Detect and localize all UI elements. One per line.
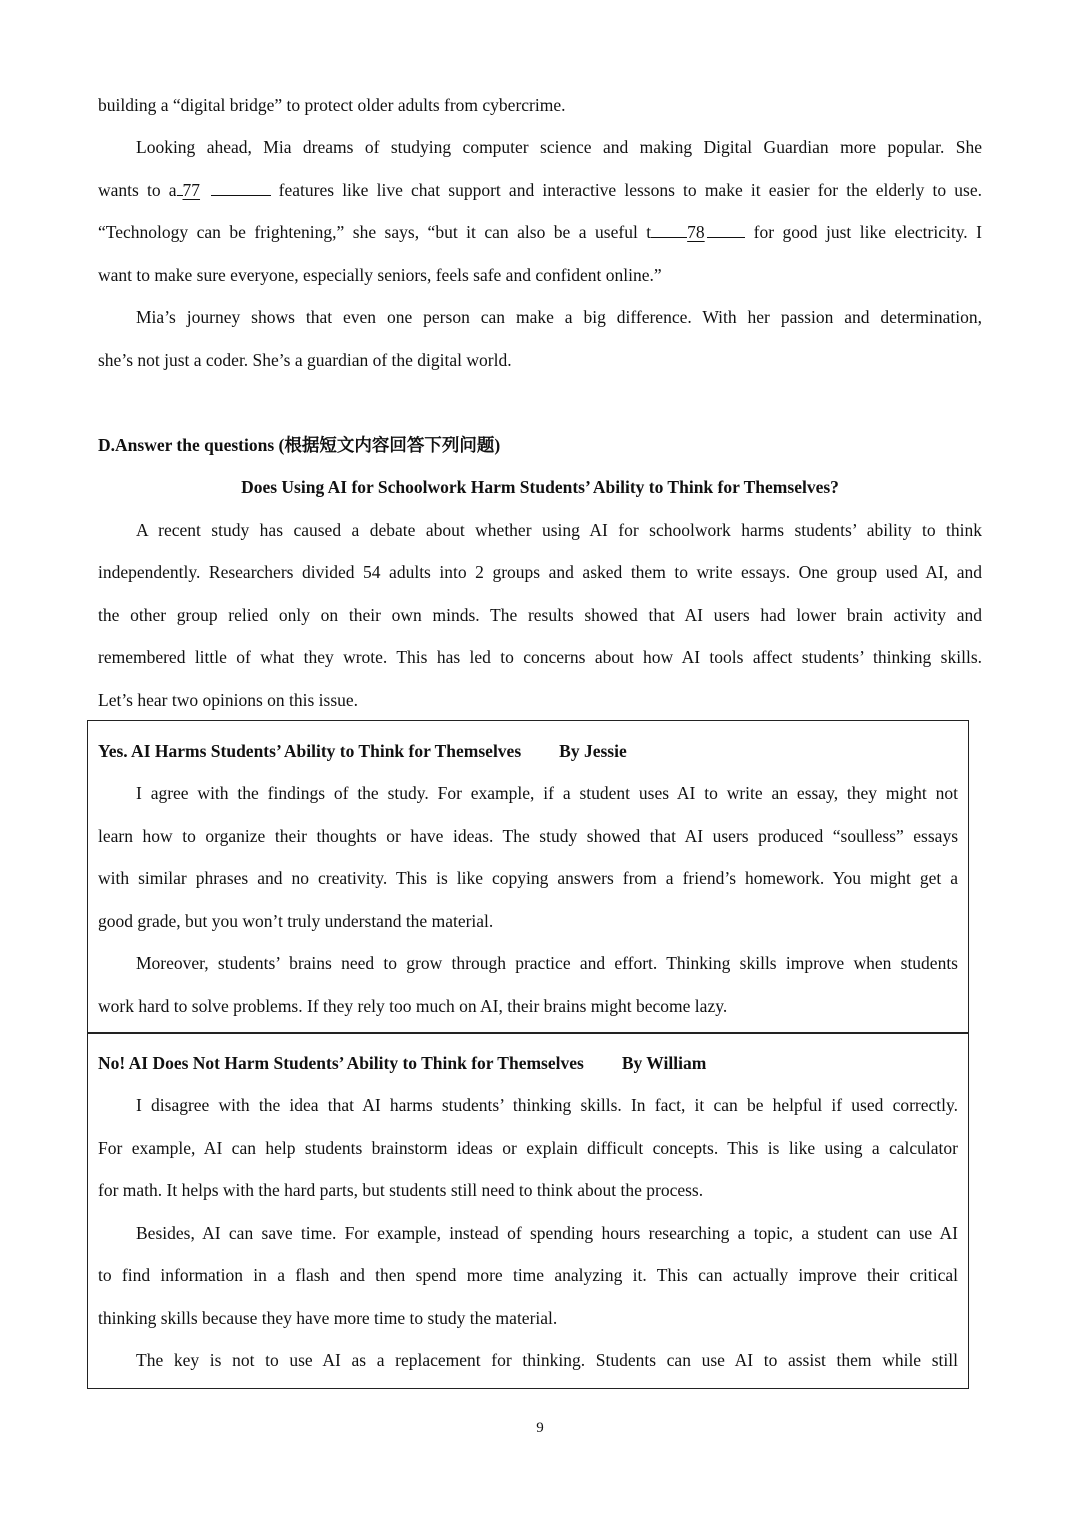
opinion-title-text: No! AI Does Not Harm Students’ Ability to Think for Themselves xyxy=(98,1053,584,1073)
opinion-line: For example, AI can help students brainstorm ideas or explain difficult concepts. This is like using a calculator xyxy=(98,1138,958,1158)
story-text: wants to a xyxy=(98,180,177,200)
story-line: she’s not just a coder. She’s a guardian of the digital world. xyxy=(98,350,512,370)
opinion-box-no xyxy=(87,1032,969,1389)
opinion-line: I disagree with the idea that AI harms students’ thinking skills. In fact, it can be helpful if used correctly. xyxy=(136,1095,958,1115)
blank-line xyxy=(707,222,745,238)
opinion-line: Moreover, students’ brains need to grow through practice and effort. Thinking skills improve when students xyxy=(136,953,958,973)
opinion-line: work hard to solve problems. If they rely too much on AI, their brains might become lazy. xyxy=(98,996,728,1016)
article-line: remembered little of what they wrote. This has led to concerns about how AI tools affect students’ thinking skills. xyxy=(98,647,982,667)
blank-line xyxy=(651,222,687,238)
article-title: Does Using AI for Schoolwork Harm Students’ Ability to Think for Themselves? xyxy=(241,477,839,497)
opinion-line: The key is not to use AI as a replacement for thinking. Students can use AI to assist them while still xyxy=(136,1350,958,1370)
article-line: the other group relied only on their own minds. The results showed that AI users had lower brain activity and xyxy=(98,605,982,625)
opinion-author: By William xyxy=(621,1053,707,1073)
opinion-line: to find information in a flash and then spend more time analyzing it. This can actually improve their critical xyxy=(98,1265,958,1285)
story-line: Mia’s journey shows that even one person can make a big difference. With her passion and determination, xyxy=(136,307,982,327)
story-line: want to make sure everyone, especially seniors, feels safe and confident online.” xyxy=(98,265,662,285)
opinion-line: Besides, AI can save time. For example, instead of spending hours researching a topic, a student can use AI xyxy=(136,1223,958,1243)
opinion-title xyxy=(98,1052,958,1074)
opinion-line: good grade, but you won’t truly understand the material. xyxy=(98,911,494,931)
story-line-blank-77 xyxy=(98,179,982,201)
opinion-title-text: Yes. AI Harms Students’ Ability to Think for Themselves xyxy=(98,741,522,761)
blank-line xyxy=(211,180,271,196)
article-line: A recent study has caused a debate about whether using AI for schoolwork harms students’ ability to think xyxy=(136,520,982,540)
blank-77: 77 xyxy=(182,180,201,200)
opinion-box-yes xyxy=(87,720,969,1034)
story-text: “Technology can be frightening,” she says, “but it can also be a useful t xyxy=(98,222,652,242)
article-line: independently. Researchers divided 54 adults into 2 groups and asked them to write essays. One group used AI, and xyxy=(98,562,982,582)
opinion-line: for math. It helps with the hard parts, but students still need to think about the process. xyxy=(98,1180,704,1200)
section-heading: D.Answer the questions (根据短文内容回答下列问题) xyxy=(98,435,501,455)
opinion-line: with similar phrases and no creativity. This is like copying answers from a friend’s homework. You might get a xyxy=(98,868,958,888)
opinion-author: By Jessie xyxy=(559,741,627,761)
blank-78: 78 xyxy=(687,222,705,242)
page-number: 9 xyxy=(536,1420,544,1436)
opinion-line: I agree with the findings of the study. For example, if a student uses AI to write an essay, they might not xyxy=(136,783,958,803)
opinion-line: thinking skills because they have more time to study the material. xyxy=(98,1308,558,1328)
opinion-line: learn how to organize their thoughts or have ideas. The study showed that AI users produced “soulless” essays xyxy=(98,826,958,846)
story-line-blank-78 xyxy=(98,221,982,243)
story-text: for good just like electricity. I xyxy=(745,222,982,242)
story-line: Looking ahead, Mia dreams of studying computer science and making Digital Guardian more popular. She xyxy=(136,137,982,157)
article-line: Let’s hear two opinions on this issue. xyxy=(98,690,359,710)
story-text: features like live chat support and interactive lessons to make it easier for the elderly to use. xyxy=(270,180,982,200)
opinion-title xyxy=(98,740,958,762)
story-line: building a “digital bridge” to protect older adults from cybercrime. xyxy=(98,95,566,115)
